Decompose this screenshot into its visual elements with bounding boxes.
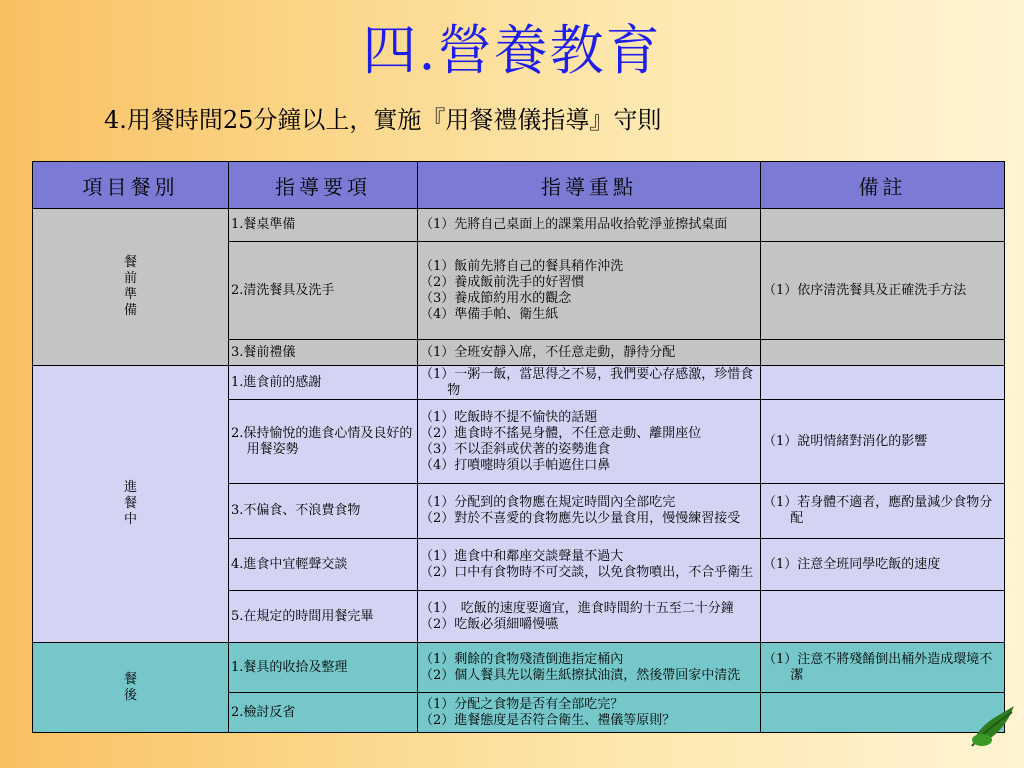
points-cell	[418, 693, 761, 733]
table-header-row	[33, 162, 1005, 209]
table-row	[33, 643, 1005, 693]
point-line: （3）養成節約用水的觀念	[420, 290, 572, 306]
page-subtitle: 4.用餐時間25分鐘以上，實施『用餐禮儀指導』守則	[104, 106, 662, 134]
note-cell	[761, 209, 1005, 242]
point-line: （1）一粥一飯，當思得之不易，我們要心存感激，珍惜食物	[420, 366, 754, 398]
item-cell: 1.餐桌準備	[229, 209, 418, 242]
header-category: 項目餐別	[33, 162, 229, 209]
leaf-swirl-icon	[968, 700, 1018, 748]
point-line: （1）分配之食物是否有全部吃完？	[420, 696, 624, 712]
item-cell: 1.進食前的感謝	[229, 366, 418, 400]
point-line: （2）吃飯必須細嚼慢嚥	[420, 616, 559, 632]
points-cell	[418, 400, 761, 484]
point-line: （1）進食中和鄰座交談聲量不過大	[420, 548, 624, 564]
point-line: （4）打噴嚏時須以手帕遮住口鼻	[420, 457, 611, 473]
points-cell	[418, 366, 761, 400]
item-cell: 4.進食中宜輕聲交談	[229, 539, 418, 591]
points-cell	[418, 209, 761, 242]
etiquette-table	[32, 161, 1005, 733]
item-cell: 5.在規定的時間用餐完畢	[229, 591, 418, 643]
points-cell	[418, 484, 761, 539]
category-label: 餐後	[123, 671, 137, 703]
point-line: （2）對於不喜愛的食物應先以少量食用，慢慢練習接受	[420, 511, 741, 526]
category-label: 餐前準備	[123, 255, 137, 318]
point-line: （3）不以歪斜或伏著的姿勢進食	[420, 441, 611, 457]
point-line: （2）口中有食物時不可交談，以免食物噴出，不合乎衛生	[420, 564, 754, 580]
note-cell: （1）說明情緒對消化的影響	[761, 400, 1005, 484]
points-cell	[418, 591, 761, 643]
point-line: （1）全班安靜入席，不任意走動，靜待分配	[420, 344, 676, 360]
note-cell: （1）注意全班同學吃飯的速度	[761, 539, 1005, 591]
category-cell-during-meal	[33, 366, 229, 643]
point-line: （1） 吃飯的速度要適宜，進食時間約十五至二十分鐘	[420, 600, 734, 616]
point-line: （1）先將自己桌面上的課業用品收拾乾淨並擦拭桌面	[420, 217, 728, 232]
point-line: （1）吃飯時不提不愉快的話題	[420, 409, 598, 425]
item-cell: 1.餐具的收拾及整理	[229, 643, 418, 693]
points-cell	[418, 242, 761, 340]
note-cell: （1）注意不將殘餚倒出桶外造成環境不潔	[761, 643, 1005, 693]
point-line: （4）準備手帕、衛生紙	[420, 306, 559, 322]
point-line: （2）進餐態度是否符合衛生、禮儀等原則？	[420, 712, 676, 728]
item-cell: 3.不偏食、不浪費食物	[229, 484, 418, 539]
point-line: （2）個人餐具先以衛生紙擦拭油漬，然後帶回家中清洗	[420, 667, 741, 683]
points-cell	[418, 643, 761, 693]
point-line: （1）分配到的食物應在規定時間內全部吃完	[420, 495, 676, 510]
category-cell-post-meal	[33, 643, 229, 733]
note-cell	[761, 340, 1005, 366]
note-cell	[761, 591, 1005, 643]
item-cell: 2.保持愉悅的進食心情及良好的用餐姿勢	[229, 400, 418, 484]
item-cell: 2.清洗餐具及洗手	[229, 242, 418, 340]
item-cell: 2.檢討反省	[229, 693, 418, 733]
point-line: （2）進食時不搖晃身體，不任意走動、離開座位	[420, 425, 702, 441]
page-title: 四.營養教育	[362, 19, 662, 82]
category-cell-pre-meal	[33, 209, 229, 366]
note-cell: （1）依序清洗餐具及正確洗手方法	[761, 242, 1005, 340]
item-cell: 3.餐前禮儀	[229, 340, 418, 366]
point-line: （2）養成飯前洗手的好習慣	[420, 274, 585, 290]
note-cell: （1）若身體不適者，應酌量減少食物分配	[761, 484, 1005, 539]
points-cell	[418, 539, 761, 591]
category-label: 進餐中	[123, 480, 137, 527]
point-line: （1）剩餘的食物殘渣倒進指定桶內	[420, 651, 624, 667]
table-row	[33, 366, 1005, 400]
point-line: （1）飯前先將自己的餐具稍作沖洗	[420, 258, 624, 274]
header-item: 指導要項	[229, 162, 418, 209]
header-points: 指導重點	[418, 162, 761, 209]
points-cell	[418, 340, 761, 366]
note-cell	[761, 366, 1005, 400]
header-note: 備註	[761, 162, 1005, 209]
table-row	[33, 209, 1005, 242]
